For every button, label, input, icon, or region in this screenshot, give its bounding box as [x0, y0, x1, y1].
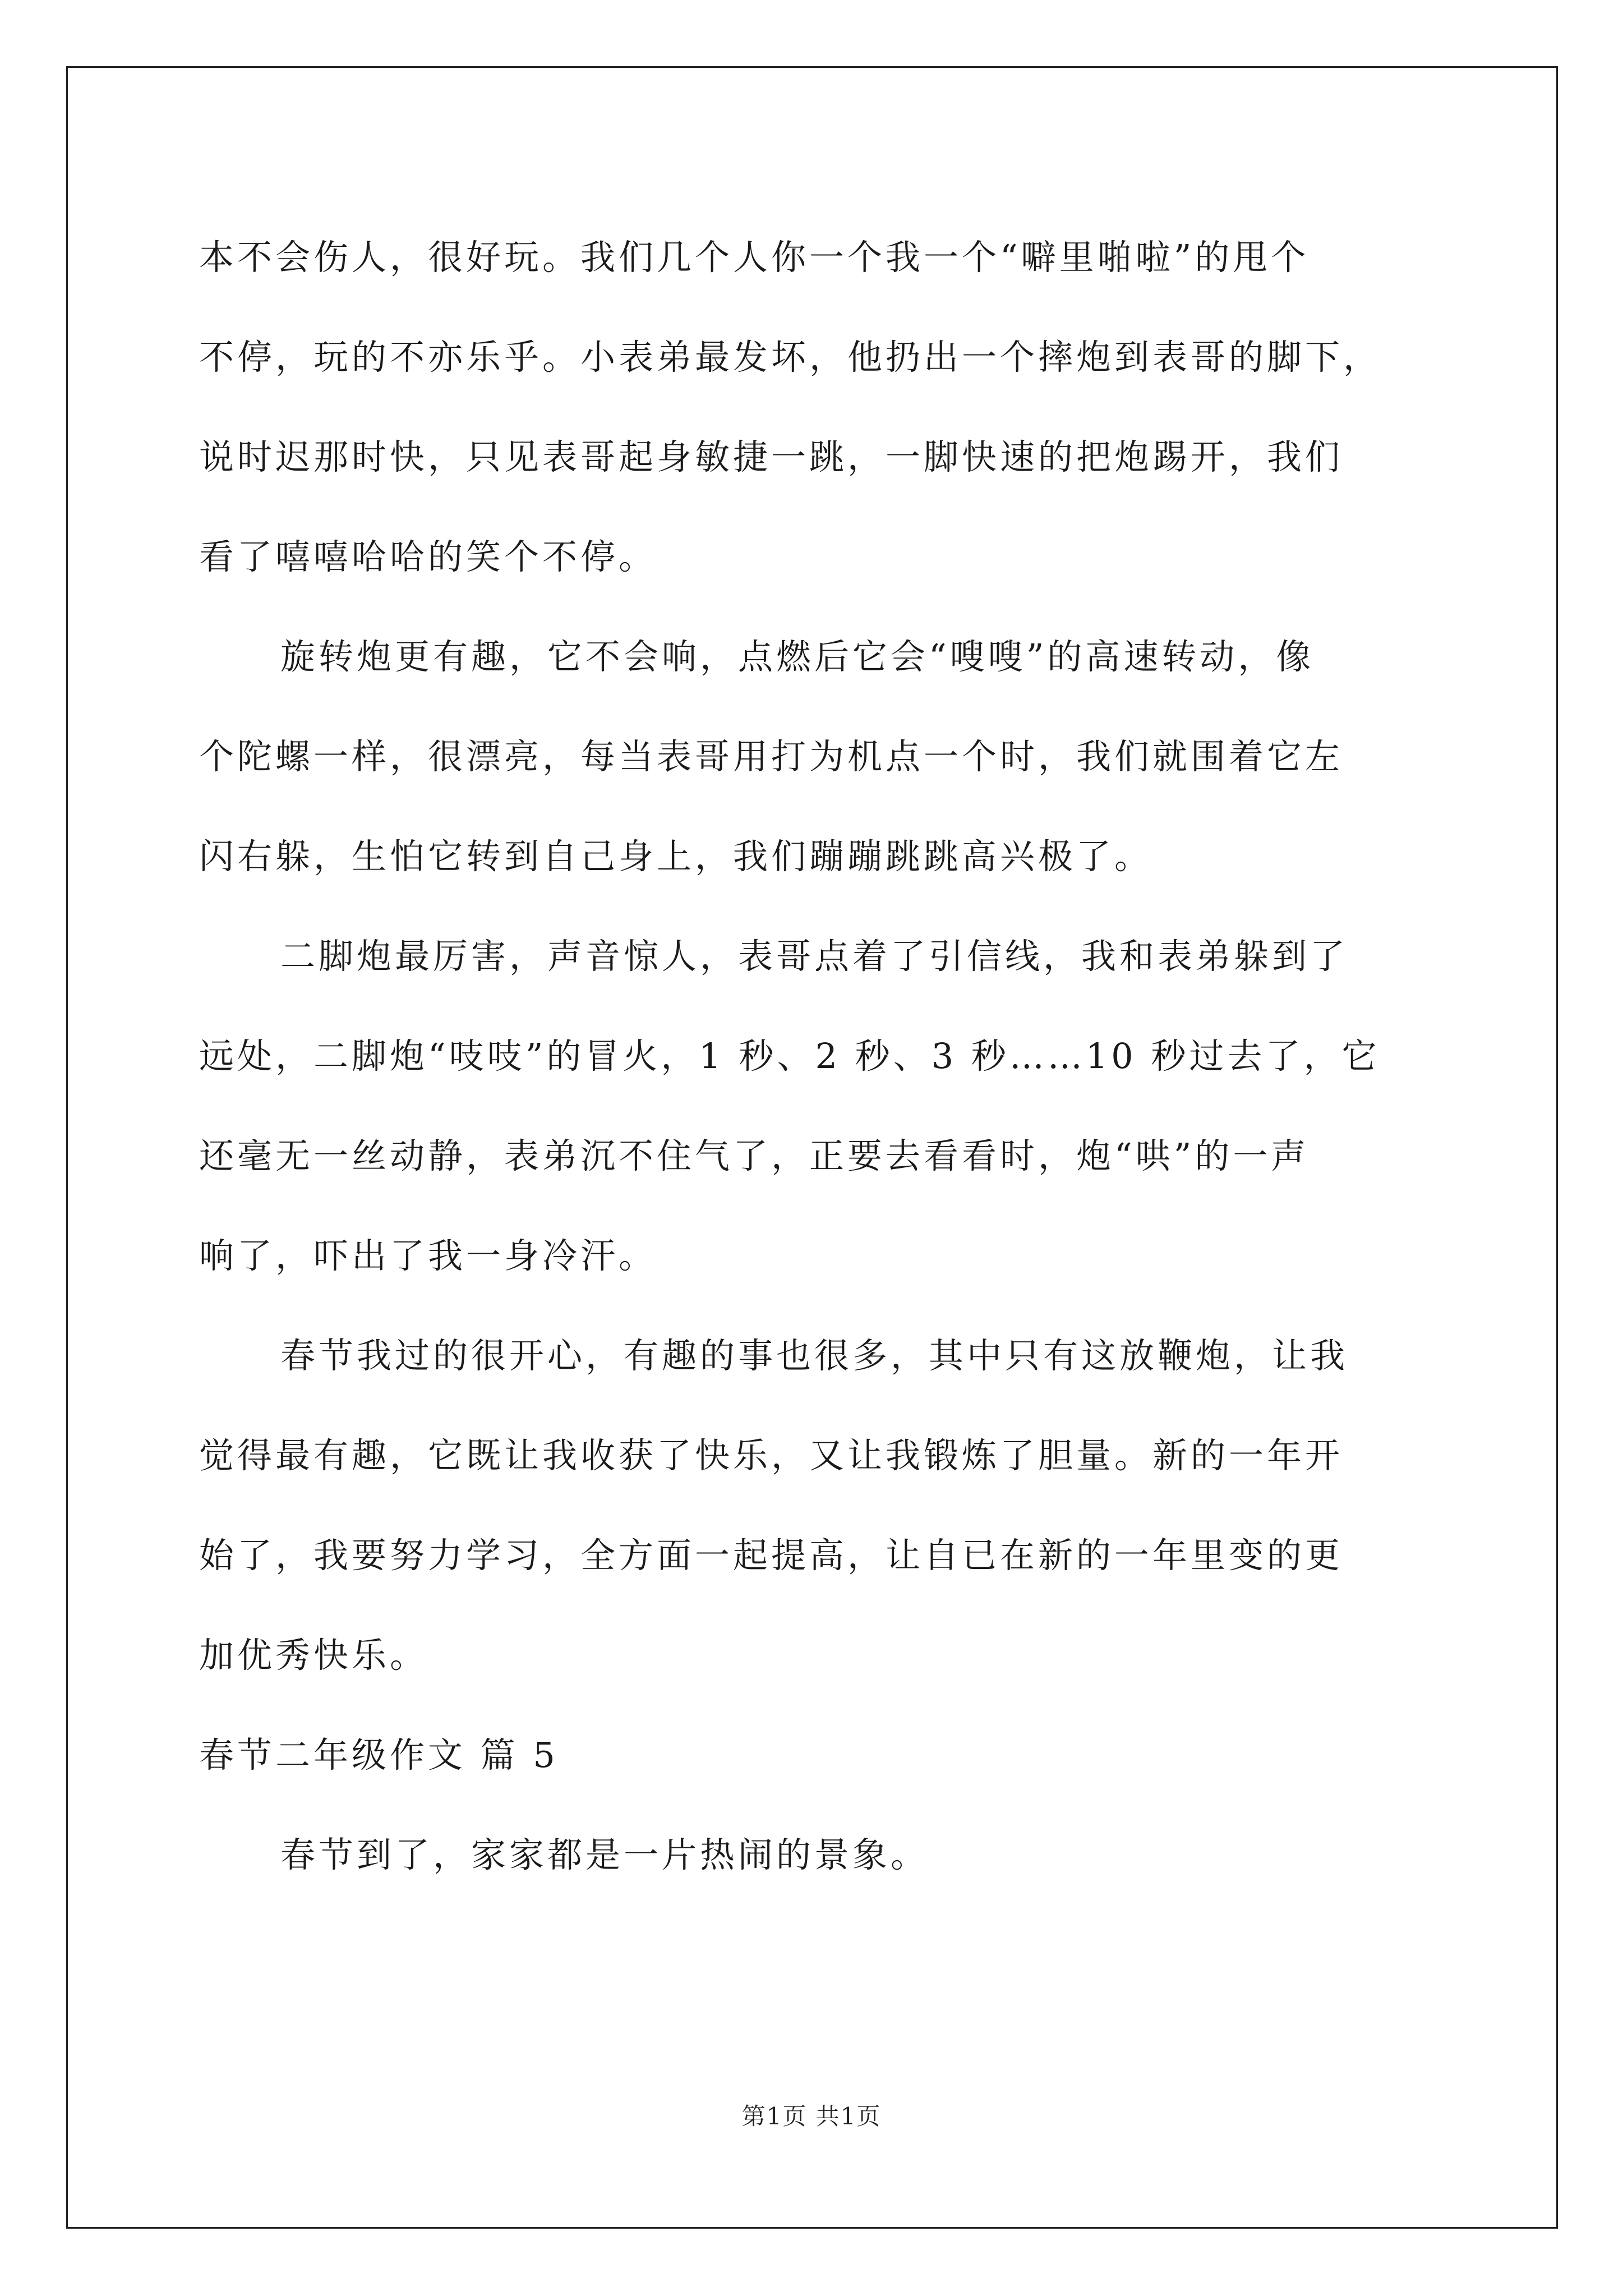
- paragraph-4-line-3: 始了，我要努力学习，全方面一起提高，让自已在新的一年里变的更: [199, 1535, 1344, 1576]
- paragraph-4-line-2: 觉得最有趣，它既让我收获了快乐，又让我锻炼了胆量。新的一年开: [199, 1435, 1344, 1476]
- paragraph-5: [199, 1805, 1450, 1905]
- paragraph-1-line-4: 看了嘻嘻哈哈的笑个不停。: [199, 536, 657, 577]
- paragraph-5-line-1: 春节到了，家家都是一片热闹的景象。: [280, 1834, 929, 1875]
- paragraph-3-line-1: 二脚炮最厉害，声音惊人，表哥点着了引信线，我和表弟躲到了: [280, 936, 1349, 977]
- document-body: [199, 208, 1450, 1905]
- page-footer: 第1页 共1页: [741, 2102, 882, 2130]
- paragraph-1: [199, 208, 1450, 607]
- paragraph-1-line-2: 不停，玩的不亦乐乎。小表弟最发坏，他扔出一个摔炮到表哥的脚下，: [199, 337, 1382, 378]
- paragraph-4-line-4: 加优秀快乐。: [199, 1635, 428, 1676]
- paragraph-4-line-1: 春节我过的很开心，有趣的事也很多，其中只有这放鞭炮，让我: [280, 1335, 1349, 1376]
- paragraph-3-line-4: 响了，吓出了我一身冷汗。: [199, 1235, 657, 1276]
- section-heading: 春节二年级作文 篇 5: [199, 1734, 559, 1775]
- paragraph-3-line-2: 远处，二脚炮“吱吱”的冒火，1 秒、2 秒、3 秒……10 秒过去了，它: [199, 1036, 1380, 1076]
- paragraph-1-line-1: 本不会伤人，很好玩。我们几个人你一个我一个“噼里啪啦”的甩个: [199, 237, 1310, 278]
- paragraph-2: [199, 607, 1450, 907]
- paragraph-2-line-1: 旋转炮更有趣，它不会响，点燃后它会“嗖嗖”的高速转动，像: [280, 636, 1315, 677]
- paragraph-1-line-3: 说时迟那时快，只见表哥起身敏捷一跳，一脚快速的把炮踢开，我们: [199, 436, 1344, 477]
- paragraph-4: [199, 1306, 1450, 1705]
- paragraph-3: [199, 907, 1450, 1306]
- paragraph-3-line-3: 还毫无一丝动静，表弟沉不住气了，正要去看看时，炮“哄”的一声: [199, 1135, 1310, 1176]
- paragraph-2-line-2: 个陀螺一样，很漂亮，每当表哥用打为机点一个时，我们就围着它左: [199, 736, 1344, 777]
- paragraph-2-line-3: 闪右躲，生怕它转到自己身上，我们蹦蹦跳跳高兴极了。: [199, 836, 1153, 877]
